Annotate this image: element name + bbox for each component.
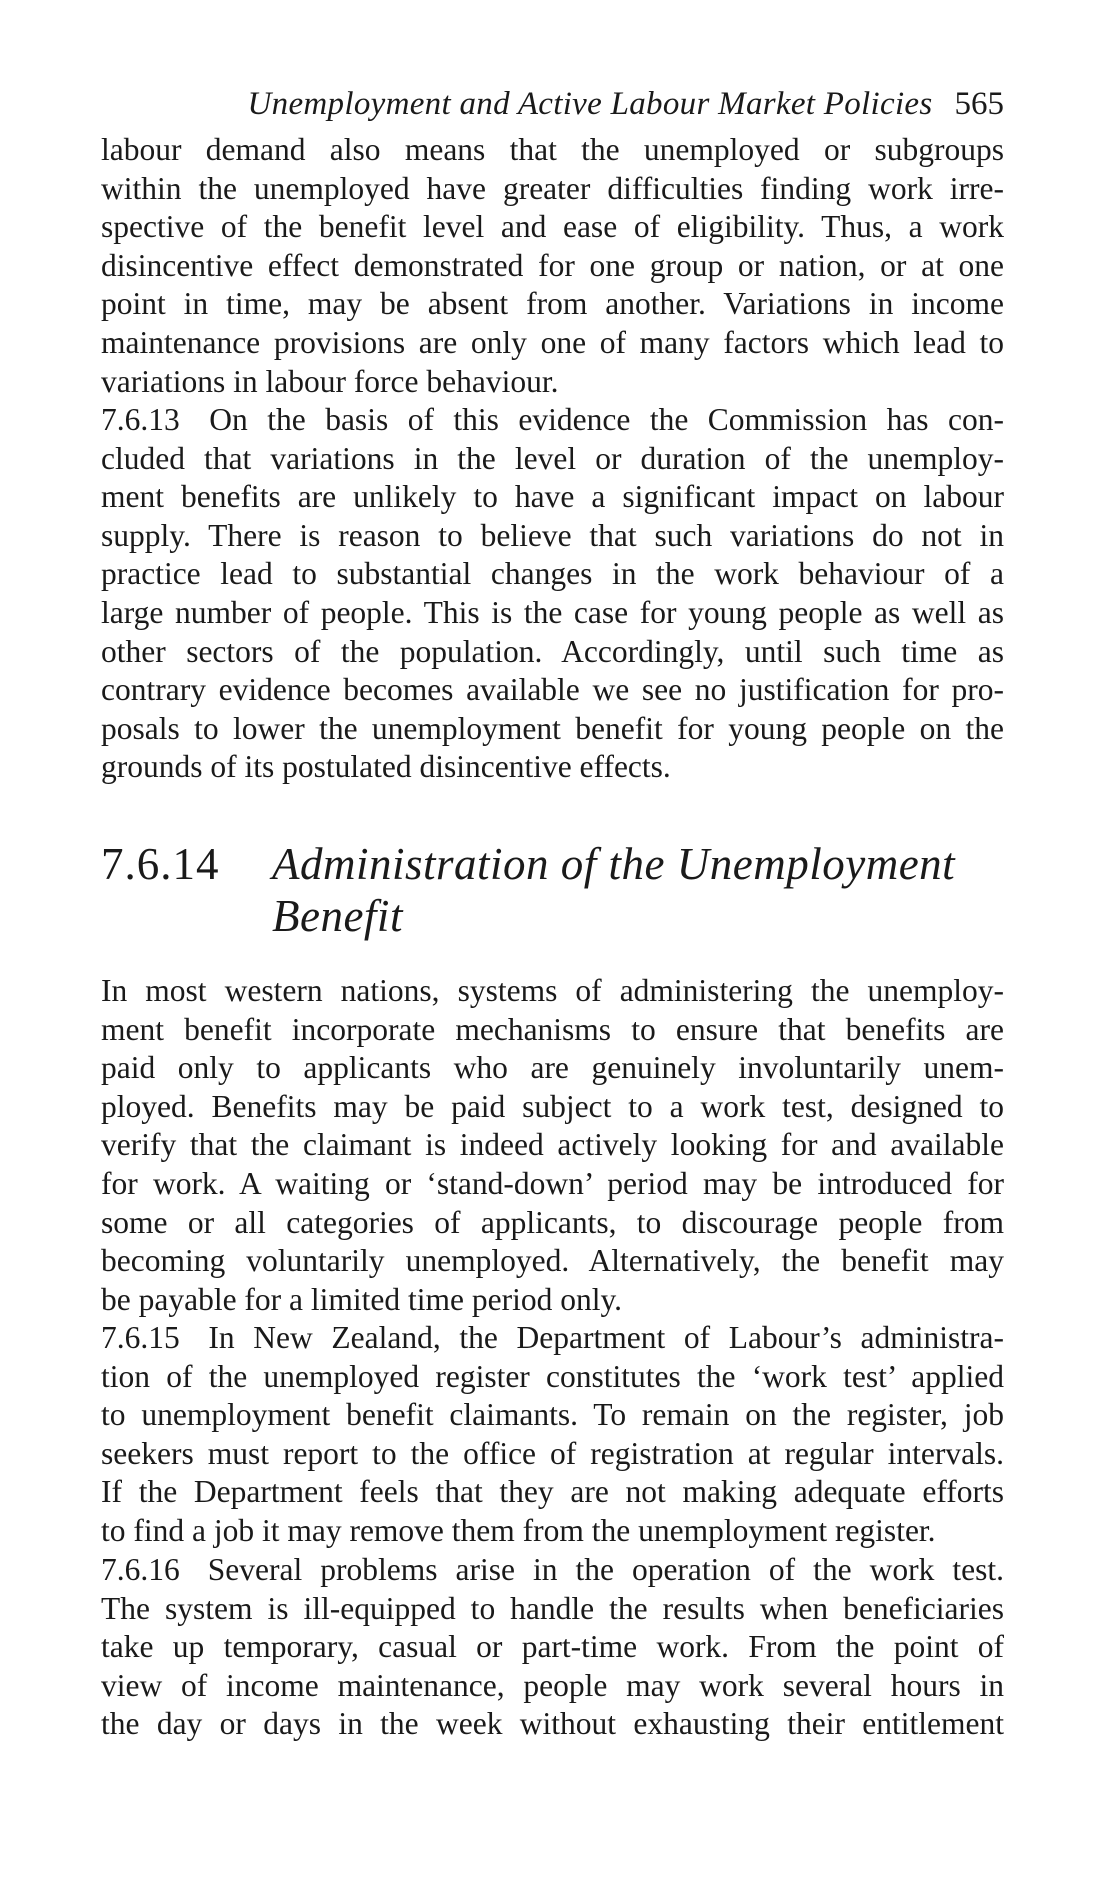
text-span: On the basis of this evidence the Commission has con- xyxy=(209,402,1004,437)
text-line: posals to lower the unemployment benefit for young people on the xyxy=(101,710,1004,746)
text-line: be payable for a limited time period only. xyxy=(101,1281,623,1317)
text-line: the day or days in the week without exhausting their entitlement xyxy=(101,1706,1004,1742)
text-line: take up temporary, casual or part-time work. From the point of xyxy=(101,1629,1004,1665)
text-line: disincentive effect demonstrated for one group or nation, or at one xyxy=(101,247,1004,283)
text-line: supply. There is reason to believe that such variations do not in xyxy=(101,517,1004,553)
text-line: cluded that variations in the level or duration of the unemploy- xyxy=(101,440,1004,476)
paragraph-administration-intro xyxy=(101,972,1004,1319)
text-line xyxy=(101,1551,1004,1590)
text-line: In most western nations, systems of administering the unemploy- xyxy=(101,973,1004,1008)
text-line: large number of people. This is the case for young people as well as xyxy=(101,594,1004,630)
text-line: other sectors of the population. Accordingly, until such time as xyxy=(101,633,1004,669)
text-line: maintenance provisions are only one of many factors which lead to xyxy=(101,324,1004,360)
text-line: ployed. Benefits may be paid subject to a work test, designed to xyxy=(101,1088,1004,1124)
text-line xyxy=(101,401,1004,440)
text-line: ment benefit incorporate mechanisms to ensure that benefits are xyxy=(101,1011,1004,1047)
text-line: to unemployment benefit claimants. To remain on the register, job xyxy=(101,1397,1004,1433)
text-line: grounds of its postulated disincentive effects. xyxy=(101,749,671,785)
text-line: some or all categories of applicants, to discourage people from xyxy=(101,1204,1004,1240)
text-line: point in time, may be absent from another. Variations in income xyxy=(101,286,1004,322)
text-line: within the unemployed have greater difficulties finding work irre- xyxy=(101,170,1004,206)
text-line: for work. A waiting or ‘stand-down’ period may be introduced for xyxy=(101,1165,1004,1201)
paragraph-7-6-13 xyxy=(101,401,1004,787)
running-header xyxy=(101,82,1004,126)
text-line: verify that the claimant is indeed actively looking for and available xyxy=(101,1127,1004,1163)
text-line: spective of the benefit level and ease of eligibility. Thus, a work xyxy=(101,209,1004,245)
text-line: contrary evidence becomes available we see no justification for pro- xyxy=(101,672,1004,708)
paragraph-7-6-15 xyxy=(101,1319,1004,1551)
section-number: 7.6.14 xyxy=(101,839,220,889)
page-number: 565 xyxy=(954,86,1004,122)
text-span: Several problems arise in the operation of the work test. xyxy=(207,1552,1004,1587)
text-line: The system is ill-equipped to handle the results when beneficiaries xyxy=(101,1590,1004,1626)
text-line: practice lead to substantial changes in the work behaviour of a xyxy=(101,556,1004,592)
paragraph-number: 7.6.15 xyxy=(101,1320,180,1355)
text-line: ment benefits are unlikely to have a significant impact on labour xyxy=(101,479,1004,515)
text-line: paid only to applicants who are genuinely involuntarily unem- xyxy=(101,1050,1004,1086)
text-span: In New Zealand, the Department of Labour’s administra- xyxy=(208,1320,1004,1355)
section-title-line: Benefit xyxy=(272,891,403,941)
paragraph-7-6-16 xyxy=(101,1551,1004,1744)
running-title: Unemployment and Active Labour Market Policies xyxy=(247,86,933,122)
text-line: If the Department feels that they are not making adequate efforts xyxy=(101,1474,1004,1510)
paragraph-number: 7.6.16 xyxy=(101,1552,180,1587)
text-line: seekers must report to the office of registration at regular intervals. xyxy=(101,1435,1004,1471)
section-title xyxy=(272,838,992,942)
text-line: tion of the unemployed register constitutes the ‘work test’ applied xyxy=(101,1358,1004,1394)
paragraph-number: 7.6.13 xyxy=(101,402,180,437)
text-line: view of income maintenance, people may work several hours in xyxy=(101,1667,1004,1703)
text-line: labour demand also means that the unemployed or subgroups xyxy=(101,132,1004,167)
text-line xyxy=(101,1319,1004,1358)
text-line: variations in labour force behaviour. xyxy=(101,363,559,399)
text-line: to find a job it may remove them from the unemployment register. xyxy=(101,1512,936,1548)
section-title-line: Administration of the Unemployment xyxy=(272,839,956,889)
paragraph-continuation xyxy=(101,131,1004,401)
text-line: becoming voluntarily unemployed. Alternatively, the benefit may xyxy=(101,1243,1004,1279)
